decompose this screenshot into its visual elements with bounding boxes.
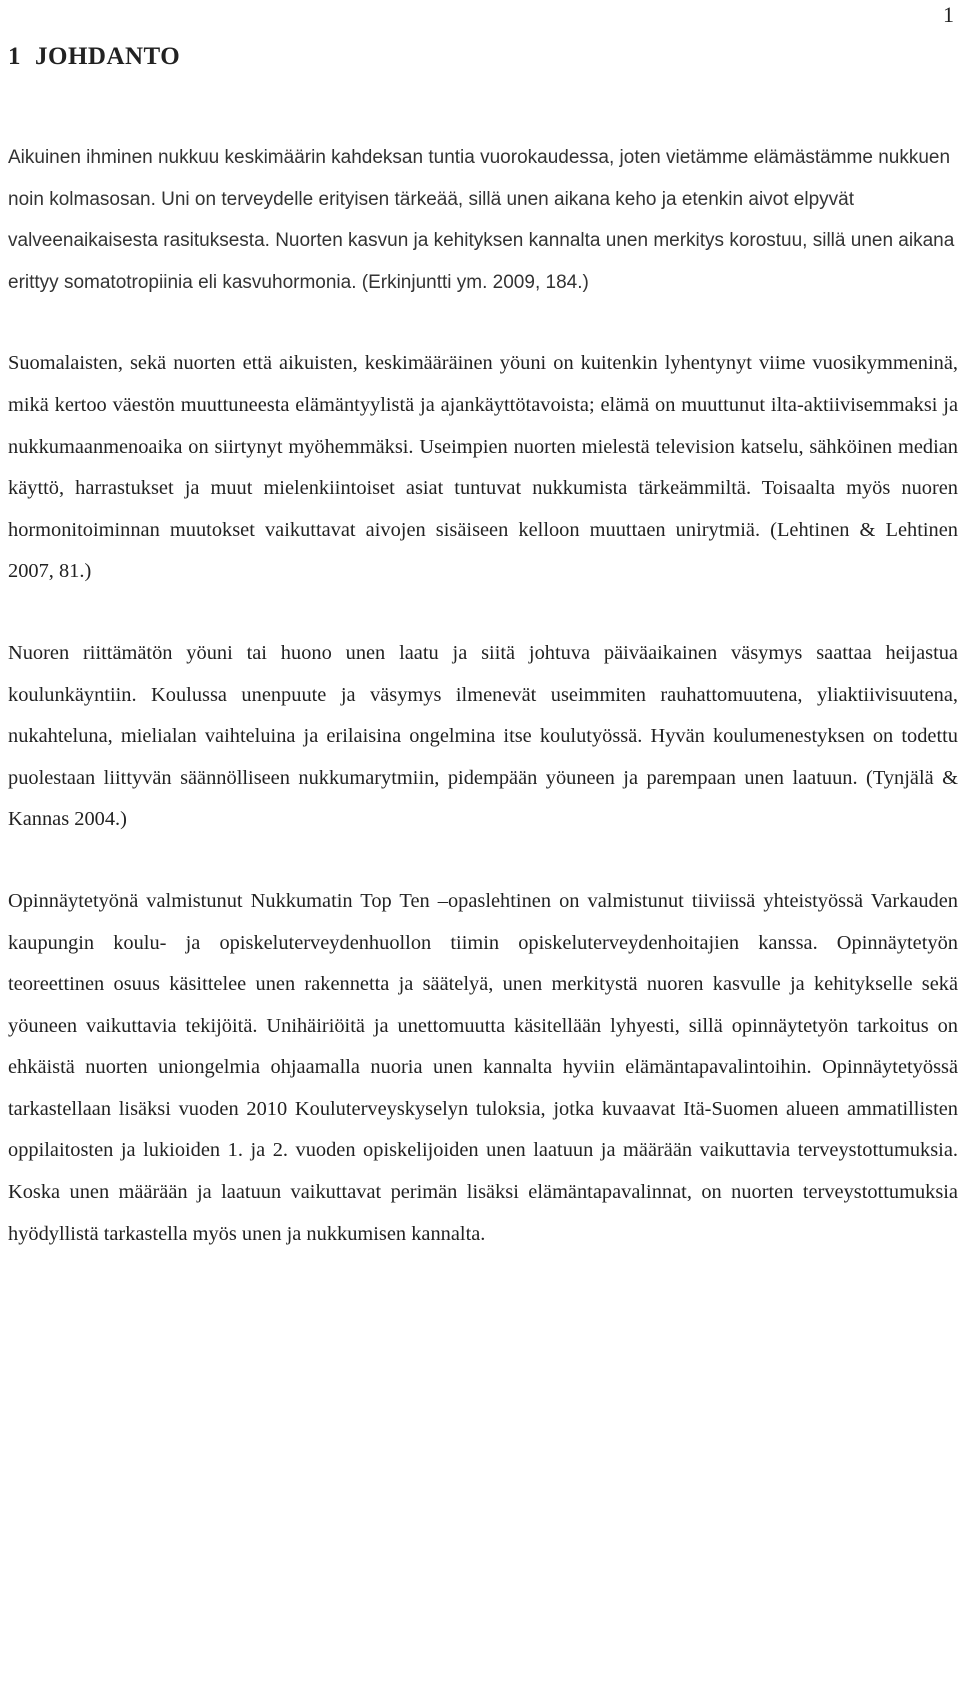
paragraph-3: Nuoren riittämätön yöuni tai huono unen laatu ja siitä johtuva päiväaikainen väsymys saattaa heijastua koulunkäyntiin. Koulussa unenpuute ja väsymys ilmenevät useimmiten rauhattomuutena, yliaktiivisuutena, nukahteluna, mielialan vaihteluina ja erilaisina ongelmina itse koulutyössä. Hyvän koulumenestyksen on todettu puolestaan liittyvän säännölliseen nukkumarytmiin, pidempään yöuneen ja parempaan unen laatuun. (Tynjälä & Kannas 2004.): [8, 641, 958, 831]
chapter-title: JOHDANTO: [35, 43, 181, 70]
paragraph-1: Aikuinen ihminen nukkuu keskimäärin kahdeksan tuntia vuorokaudessa, joten vietämme elämästämme nukkuen noin kolmasosan. Uni on terveydelle erityisen tärkeää, sillä unen aikana keho ja etenkin aivot elpyvät valveenaikaisesta rasituksesta. Nuorten kasvun ja kehityksen kannalta unen merkitys korostuu, sillä unen aikana erittyy somatotropiinia eli kasvuhormonia. (Erkinjuntti ym. 2009, 184.): [8, 147, 955, 293]
page-number: 1: [943, 2, 954, 27]
body-text: [8, 137, 958, 1295]
paragraph-2: Suomalaisten, sekä nuorten että aikuisten, keskimääräinen yöuni on kuitenkin lyhentynyt viime vuosikymmeninä, mikä kertoo väestön muuttuneesta elämäntyylistä ja ajankäyttötavoista; elämä on muuttunut ilta-aktiivisemmaksi ja nukkumaanmenoaika on siirtynyt myöhemmäksi. Useimpien nuorten mielestä television katselu, sähköinen median käyttö, harrastukset ja muut mielenkiintoiset asiat tuntuvat nukkumista tärkeämmiltä. Toisaalta myös nuoren hormonitoiminnan muutokset vaikuttavat aivojen sisäiseen kelloon muuttaen unirytmiä. (Lehtinen & Lehtinen 2007, 81.): [8, 352, 958, 583]
chapter-number: 1: [8, 43, 21, 70]
chapter-heading: [8, 42, 180, 72]
paragraph-4: Opinnäytetyönä valmistunut Nukkumatin Top Ten –opaslehtinen on valmistunut tiiviissä yhteistyössä Varkauden kaupungin koulu- ja opiskeluterveydenhuollon tiimin opiskeluterveydenhoitajien kanssa. Opinnäytetyön teoreettinen osuus käsittelee unen rakennetta ja säätelyä, unen merkitystä nuoren kasvulle ja kehitykselle sekä yöuneen vaikuttavia tekijöitä. Unihäiriöitä ja unettomuutta käsitellään lyhyesti, sillä opinnäytetyön tarkoitus on ehkäistä nuorten uniongelmia ohjaamalla nuoria unen kannalta hyviin elämäntapavalintoihin. Opinnäytetyössä tarkastellaan lisäksi vuoden 2010 Kouluterveyskyselyn tuloksia, jotka kuvaavat Itä-Suomen alueen ammatillisten oppilaitosten ja lukioiden 1. ja 2. vuoden opiskelijoiden unen laatuun ja määrään vaikuttavia terveystottumuksia. Koska unen määrään ja laatuun vaikuttavat perimän lisäksi elämäntapavalinnat, on nuorten terveystottumuksia hyödyllistä tarkastella myös unen ja nukkumisen kannalta.: [8, 889, 958, 1245]
